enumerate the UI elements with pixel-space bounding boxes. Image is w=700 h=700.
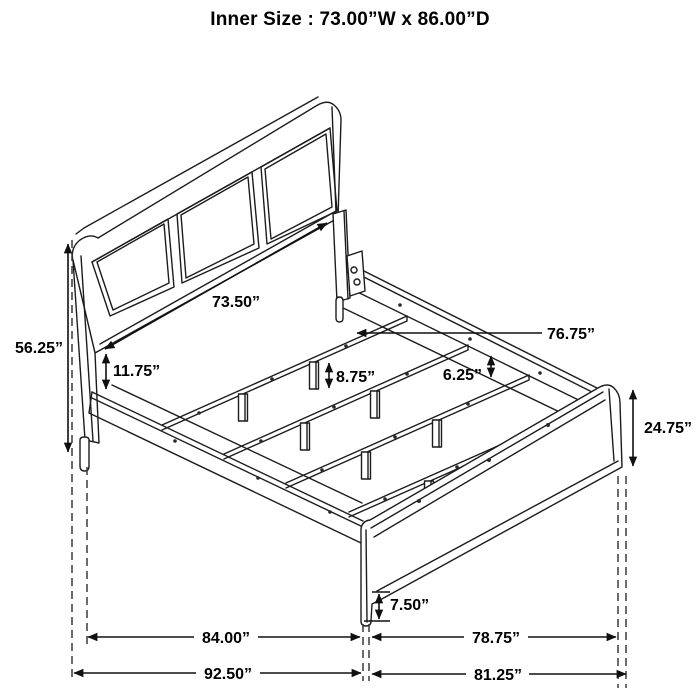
footboard-screw bbox=[487, 458, 491, 462]
footboard bbox=[361, 385, 622, 626]
far-rail-screw bbox=[538, 371, 542, 375]
dim-label-headboard-height: 56.25” bbox=[14, 340, 63, 357]
dim-label-rail-length: 76.75” bbox=[547, 326, 596, 343]
rail-bracket bbox=[347, 251, 365, 296]
dim-label-footboard-height: 24.75” bbox=[644, 420, 693, 437]
page-title: Inner Size : 73.00”W x 86.00”D bbox=[210, 9, 490, 30]
far-rail-screw bbox=[398, 303, 402, 307]
near-rail-screw bbox=[173, 439, 177, 443]
near-rail-second-edge bbox=[92, 398, 363, 527]
near-rail-screw bbox=[256, 476, 260, 480]
dimension-labels bbox=[15, 294, 692, 684]
footboard-near-post-edge bbox=[366, 530, 367, 622]
left-front-leg bbox=[80, 437, 89, 471]
dim-label-headboard-width: 73.50” bbox=[211, 294, 261, 311]
right-rear-leg bbox=[336, 297, 343, 322]
dim-label-rail-height: 6.25” bbox=[442, 367, 482, 384]
footboard-screw bbox=[417, 499, 421, 503]
headboard-right-post bbox=[333, 210, 365, 322]
dim-label-overall-depth: 92.50” bbox=[203, 666, 253, 683]
near-rail-screw bbox=[328, 510, 332, 514]
side-rail-near bbox=[89, 385, 363, 543]
near-rail-top-edge bbox=[92, 392, 363, 521]
dim-label-footboard-base-width: 78.75” bbox=[471, 630, 521, 647]
headboard bbox=[72, 97, 341, 353]
far-rail-screw bbox=[468, 337, 472, 341]
dim-label-headboard-gap: 11.75” bbox=[113, 363, 161, 380]
footboard-slab bbox=[361, 385, 622, 626]
footboard-screw bbox=[546, 423, 550, 427]
dim-label-inner-base-depth: 84.00” bbox=[201, 630, 251, 647]
dim-label-footboard-leg: 7.50” bbox=[390, 597, 430, 614]
near-rail-ledge bbox=[112, 385, 362, 503]
dim-label-overall-width: 81.25” bbox=[473, 667, 523, 684]
dim-label-support-leg: 8.75” bbox=[336, 369, 376, 386]
